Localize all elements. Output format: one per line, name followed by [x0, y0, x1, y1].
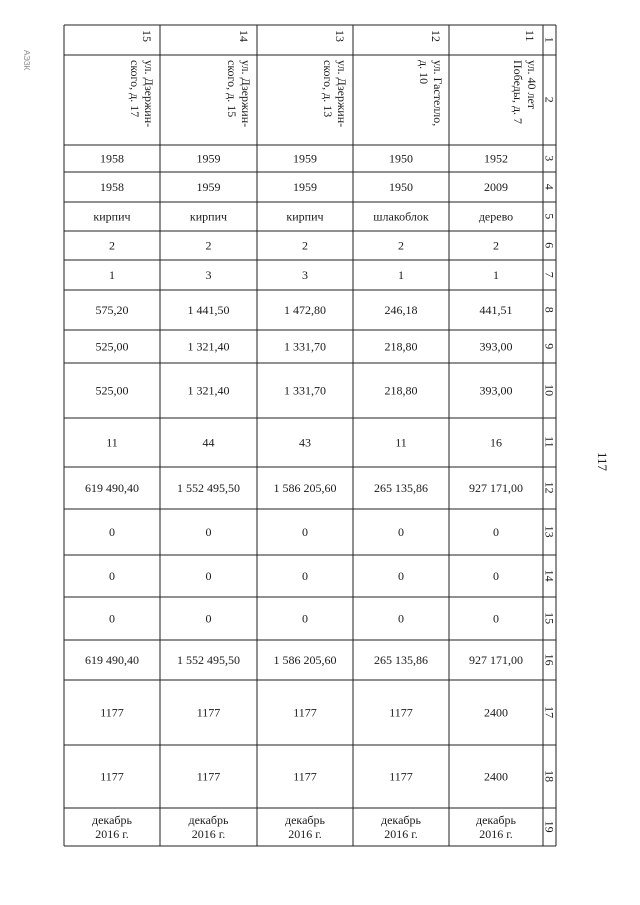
table-cell: 619 490,40 [85, 653, 139, 667]
table-cell: 44 [202, 435, 215, 450]
table-cell: 2016 г. [95, 827, 129, 841]
table-cell: 1 331,70 [284, 383, 326, 398]
table-cell: 2016 г. [191, 827, 226, 841]
table-cell: декабрь [381, 813, 421, 827]
table-cell: 1958 [100, 180, 124, 194]
row-number: 12 [542, 481, 557, 494]
table-cell: 1 321,40 [187, 383, 230, 398]
row-number: 17 [542, 706, 557, 719]
table-cell: 1 [493, 268, 499, 282]
table-cell: 16 [490, 435, 502, 450]
table-cell: 2009 [484, 180, 508, 194]
table-cell: 1 [398, 268, 404, 282]
table-cell: 1 321,40 [187, 339, 230, 354]
table-cell: 1 [109, 268, 115, 282]
address-text: ул. 40 лет [525, 60, 539, 110]
table-cell: 1 552 495,50 [177, 653, 240, 667]
table-cell: 393,00 [479, 339, 513, 354]
table-cells [85, 30, 557, 841]
table-cell: 1 472,80 [284, 303, 326, 317]
table-cell: декабрь [476, 813, 516, 827]
table-cell: 1177 [293, 769, 317, 784]
row-number: 18 [542, 770, 557, 783]
table-cell: 2016 г. [479, 827, 513, 841]
table-cell: 0 [205, 611, 212, 626]
table-cell: 265 135,86 [374, 481, 428, 495]
table-cell: 265 135,86 [374, 653, 428, 667]
table-cell: 1959 [293, 180, 317, 194]
address-text: ского, д. 17 [128, 60, 142, 118]
table-cell: 43 [299, 435, 311, 450]
row-number: 7 [542, 271, 557, 278]
table-cell: 1177 [389, 705, 413, 720]
table-cell: 218,80 [384, 383, 418, 398]
table-cell: декабрь [92, 813, 132, 827]
table-cell: 0 [398, 611, 404, 626]
table-cell: 1952 [484, 151, 508, 166]
table-cell: 2400 [484, 705, 508, 720]
column-number: 14 [237, 30, 251, 42]
table-cell: 3 [205, 268, 212, 282]
table-cell: 1 586 205,60 [273, 481, 337, 495]
table-cell: 2 [493, 238, 499, 253]
address-text: ул. Дзержин- [239, 60, 253, 128]
table-cell: 1950 [389, 180, 413, 194]
table-cell: 2 [109, 238, 115, 253]
table-cell: 2016 г. [384, 827, 418, 841]
page-number: 117 [595, 452, 610, 472]
row-number: 11 [542, 436, 557, 448]
table-cell: 1 331,70 [284, 339, 326, 354]
address-text: ул. Дзержин- [142, 60, 156, 128]
table-cell: 0 [302, 569, 308, 583]
table-cell: 0 [205, 525, 212, 539]
table-cell: 11 [395, 435, 407, 450]
row-number: 9 [542, 343, 557, 350]
row-number: 13 [542, 525, 557, 538]
table-cell: 1959 [293, 151, 317, 166]
table-cell: 1177 [293, 705, 317, 720]
table-cell: 2 [302, 238, 308, 253]
address-text: Победы, д. 7 [511, 60, 525, 125]
table-cell: 525,00 [95, 339, 129, 354]
row-number: 10 [542, 384, 557, 397]
table-cell: 619 490,40 [85, 481, 139, 495]
row-number: 4 [542, 183, 557, 190]
table-cell: 2 [398, 238, 404, 253]
table-cell: декабрь [285, 813, 325, 827]
column-number: 13 [333, 30, 347, 42]
corner-stamp: АЭЗК [22, 50, 31, 71]
address-text: ского, д. 13 [321, 60, 335, 118]
table-cell: 1959 [196, 151, 221, 166]
table-cell: 927 171,00 [469, 481, 523, 495]
row-number: 16 [542, 653, 557, 666]
row-number: 5 [542, 213, 557, 220]
table-cell: 0 [109, 569, 115, 583]
column-number: 12 [429, 30, 443, 42]
table-cell: 0 [109, 525, 115, 539]
table-cell: 1 441,50 [187, 303, 230, 317]
row-number: 6 [542, 242, 557, 249]
row-number: 15 [542, 612, 557, 625]
column-number: 11 [523, 30, 537, 42]
table-cell: кирпич [189, 209, 228, 224]
table-cell: 441,51 [479, 303, 513, 317]
table-cell: 575,20 [95, 303, 129, 317]
table-cell: 1 586 205,60 [273, 653, 337, 667]
address-text: ул. Гастелло, [431, 60, 445, 127]
table-cell: 1950 [389, 151, 413, 166]
table-cell: кирпич [93, 209, 131, 224]
table-cell: 218,80 [384, 339, 418, 354]
table-cell: 1177 [389, 769, 413, 784]
table-cell: 0 [398, 569, 404, 583]
table-cell: 11 [106, 435, 118, 450]
table-cell: дерево [478, 209, 514, 224]
column-number: 15 [140, 30, 154, 42]
row-number: 1 [542, 36, 557, 43]
address-text: ского, д. 15 [225, 60, 239, 118]
table-cell: 0 [109, 611, 115, 626]
table-cell: декабрь [188, 813, 229, 827]
table-cell: 1177 [196, 705, 221, 720]
table-cell: 393,00 [479, 383, 513, 398]
row-number: 19 [542, 820, 557, 833]
table-cell: 0 [302, 611, 308, 626]
table-cell: 0 [302, 525, 308, 539]
row-number: 8 [542, 306, 557, 313]
table-cell: 3 [302, 268, 308, 282]
table-cell: 1958 [100, 151, 124, 166]
table-cell: 1177 [100, 705, 124, 720]
address-text: д. 10 [417, 60, 431, 85]
row-number: 14 [542, 569, 557, 582]
table-cell: 0 [493, 525, 499, 539]
row-number: 2 [542, 96, 557, 103]
table-cell: 1177 [196, 769, 221, 784]
table-cell: 927 171,00 [469, 653, 523, 667]
row-number: 3 [542, 155, 557, 162]
table-cell: 0 [398, 525, 404, 539]
table-cell: 525,00 [95, 383, 129, 398]
table-cell: 1 552 495,50 [177, 481, 240, 495]
table-cell: 1177 [100, 769, 124, 784]
table-cell: 0 [493, 569, 499, 583]
table-cell: 1959 [196, 180, 221, 194]
table-cell: 2 [205, 238, 212, 253]
table-cell: 0 [493, 611, 499, 626]
table-cell: 246,18 [384, 303, 418, 317]
table-cell: 0 [205, 569, 212, 583]
table-cell: 2016 г. [288, 827, 322, 841]
table-cell: 2400 [484, 769, 508, 784]
table-cell: шлакоблок [373, 209, 429, 224]
address-text: ул. Дзержин- [335, 60, 349, 128]
table-cell: кирпич [286, 209, 324, 224]
